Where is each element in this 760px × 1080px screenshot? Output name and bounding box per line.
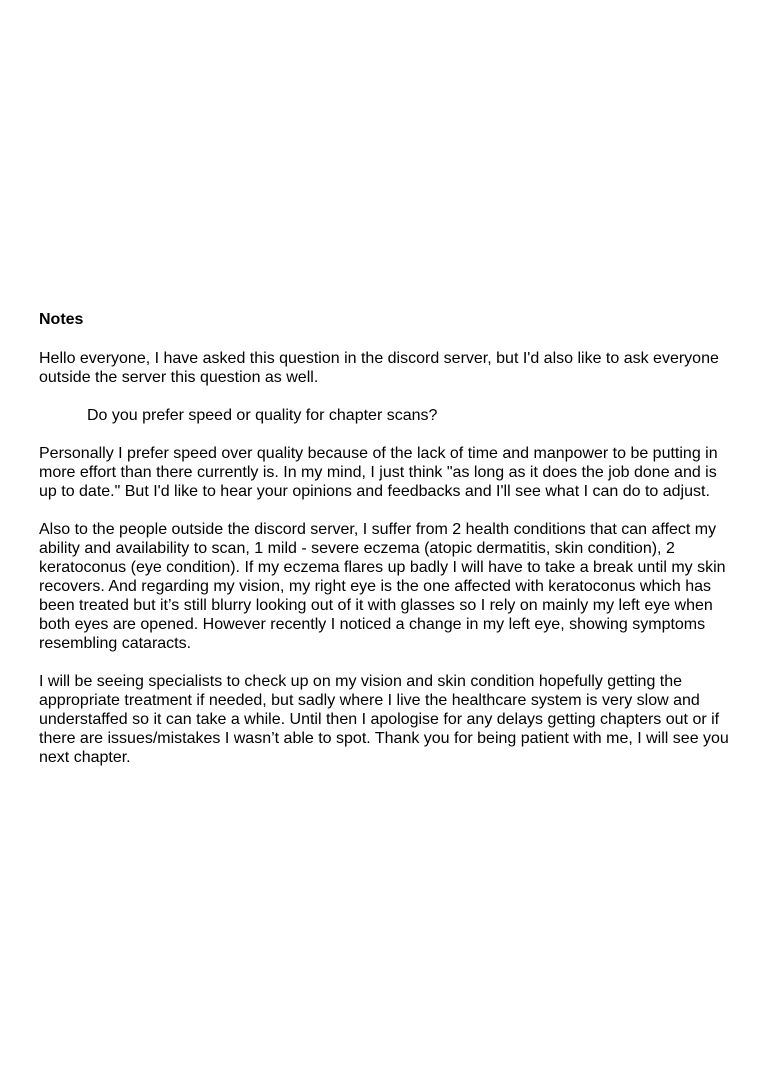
intro-paragraph: Hello everyone, I have asked this question in the discord server, but I'd also like to ask everyone outside the server this question as well. (39, 350, 719, 386)
closing-paragraph: I will be seeing specialists to check up on my vision and skin condition hopefully getting the appropriate treatment if needed, but sadly where I live the healthcare system is very slow and understaffed so it can take a while. Until then I apologise for any delays getting chapters out or if there are issues/mistakes I wasn’t able to spot. Thank you for being patient with me, I will see you next chapter. (39, 673, 729, 766)
notes-title: Notes (39, 311, 84, 328)
preference-paragraph: Personally I prefer speed over quality because of the lack of time and manpower to be putting in more effort than there currently is. In my mind, I just think "as long as it does the job done and is up to date." But I'd like to hear your opinions and feedbacks and I'll see what I can do to adjust. (39, 445, 718, 500)
health-paragraph: Also to the people outside the discord server, I suffer from 2 health conditions that can affect my ability and availability to scan, 1 mild - severe eczema (atopic dermatitis, skin condition), 2 keratoconus (eye condition). If my eczema flares up badly I will have to take a break until my skin recovers. And regarding my vision, my right eye is the one affected with keratoconus which has been treated but it’s still blurry looking out of it with glasses so I rely on mainly my left eye when both eyes are opened. However recently I noticed a change in my left eye, showing symptoms resembling cataracts. (39, 521, 726, 652)
notes-document (39, 310, 729, 786)
question-line: Do you prefer speed or quality for chapter scans? (87, 407, 438, 424)
